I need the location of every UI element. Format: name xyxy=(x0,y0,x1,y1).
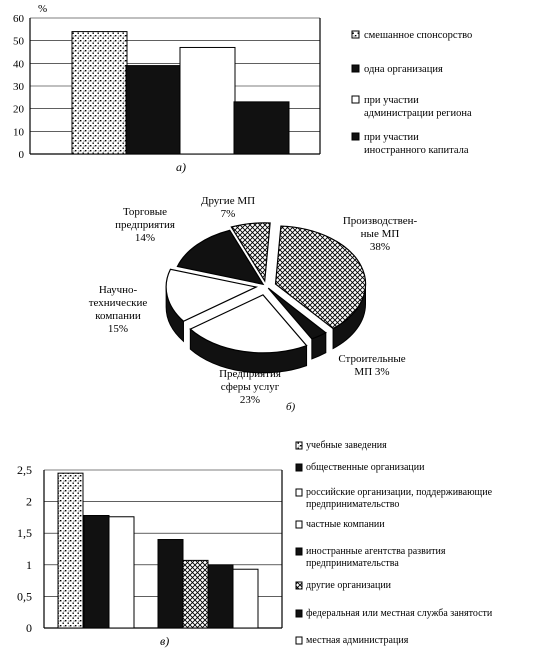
chart-c-legend-label: российские организации, поддерживающие предпринимательство xyxy=(306,487,493,510)
chart-c-ytick-label: 1 xyxy=(26,557,32,572)
chart-c-legend-swatch xyxy=(296,548,302,555)
chart-c-bar xyxy=(109,517,134,628)
chart-a-legend-label: одна организация xyxy=(364,64,443,75)
chart-c-tick-labels xyxy=(17,463,32,635)
chart-a-legend-swatch xyxy=(352,96,359,103)
chart-c-bar xyxy=(183,560,208,628)
chart-c-caption: в) xyxy=(160,634,170,648)
chart-a-ytick-label: 40 xyxy=(13,58,24,71)
chart-a-legend-label: при участии иностранного капитала xyxy=(364,132,469,156)
chart-c xyxy=(17,440,493,648)
chart-c-ytick-label: 2,5 xyxy=(17,463,32,477)
chart-a-ytick-label: 20 xyxy=(13,103,24,116)
chart-a-legend-label: смешанное спонсорство xyxy=(364,30,473,41)
chart-c-legend-swatch xyxy=(296,521,302,528)
chart-a xyxy=(13,3,472,174)
chart-a-ytick-label: 60 xyxy=(13,13,24,25)
chart-c-legend-swatch xyxy=(296,464,302,471)
chart-c-bars xyxy=(58,473,258,628)
chart-b-pie xyxy=(166,223,365,373)
chart-c-legend-label: другие организации xyxy=(306,580,392,591)
chart-a-ytick-label: 10 xyxy=(13,126,24,139)
chart-a-tick-labels xyxy=(13,13,25,161)
chart-c-ytick-label: 0 xyxy=(26,621,32,635)
chart-b-slice-label: Торговые предприятия 14% xyxy=(115,206,175,244)
chart-c-legend-swatch xyxy=(296,582,302,589)
chart-c-legend-label: учебные заведения xyxy=(306,440,387,451)
chart-c-legend-label: федеральная или местная служба занятости xyxy=(306,608,493,619)
chart-c-legend-swatch xyxy=(296,489,302,496)
chart-c-bar xyxy=(208,565,233,628)
chart-a-bar xyxy=(234,102,289,154)
chart-c-legend-swatch xyxy=(296,637,302,644)
chart-a-legend-swatch xyxy=(352,31,359,38)
chart-b-slice-label: Научно-технические компании 15% xyxy=(88,284,148,335)
chart-c-legend xyxy=(296,440,493,646)
chart-c-ytick-label: 1,5 xyxy=(17,526,32,541)
chart-b-slice-label: Производствен-ные МП 38% xyxy=(342,215,418,253)
chart-c-bar xyxy=(233,569,258,628)
chart-a-legend-swatch xyxy=(352,65,359,72)
chart-c-ytick-label: 0,5 xyxy=(17,589,32,604)
chart-b-caption: б) xyxy=(286,401,296,413)
chart-c-legend-label: частные компании xyxy=(306,519,385,530)
chart-c-ytick-label: 2 xyxy=(26,494,32,509)
chart-c-legend-label: общественные организации xyxy=(306,462,425,473)
chart-b xyxy=(89,195,418,413)
chart-a-ytick-label: 30 xyxy=(13,81,24,93)
chart-c-bar xyxy=(58,473,83,628)
chart-c-bar xyxy=(158,540,183,628)
chart-a-legend-swatch xyxy=(352,133,359,140)
chart-a-legend-label: при участии администрации региона xyxy=(364,95,472,119)
chart-c-legend-swatch xyxy=(296,442,302,449)
chart-c-legend-swatch xyxy=(296,610,302,617)
chart-c-legend-label: иностранные агентства развития предпринимательства xyxy=(306,546,446,569)
chart-a-bar xyxy=(126,66,181,154)
chart-a-bar xyxy=(72,32,127,154)
chart-a-caption: а) xyxy=(176,160,186,174)
chart-c-bar xyxy=(84,516,109,628)
chart-b-slice-label: Предприятия сферы услуг 23% xyxy=(219,368,281,406)
chart-a-ytick-label: 0 xyxy=(18,149,24,161)
chart-a-ylabel: % xyxy=(38,3,48,15)
chart-b-slice-label: Другие МП 7% xyxy=(200,195,256,220)
chart-b-slice-label: Строительные МП 3% xyxy=(338,353,406,378)
chart-a-bar xyxy=(180,47,235,154)
chart-a-legend xyxy=(352,30,472,156)
chart-c-legend-label: местная администрация xyxy=(306,635,409,646)
chart-a-ytick-label: 50 xyxy=(13,35,24,48)
